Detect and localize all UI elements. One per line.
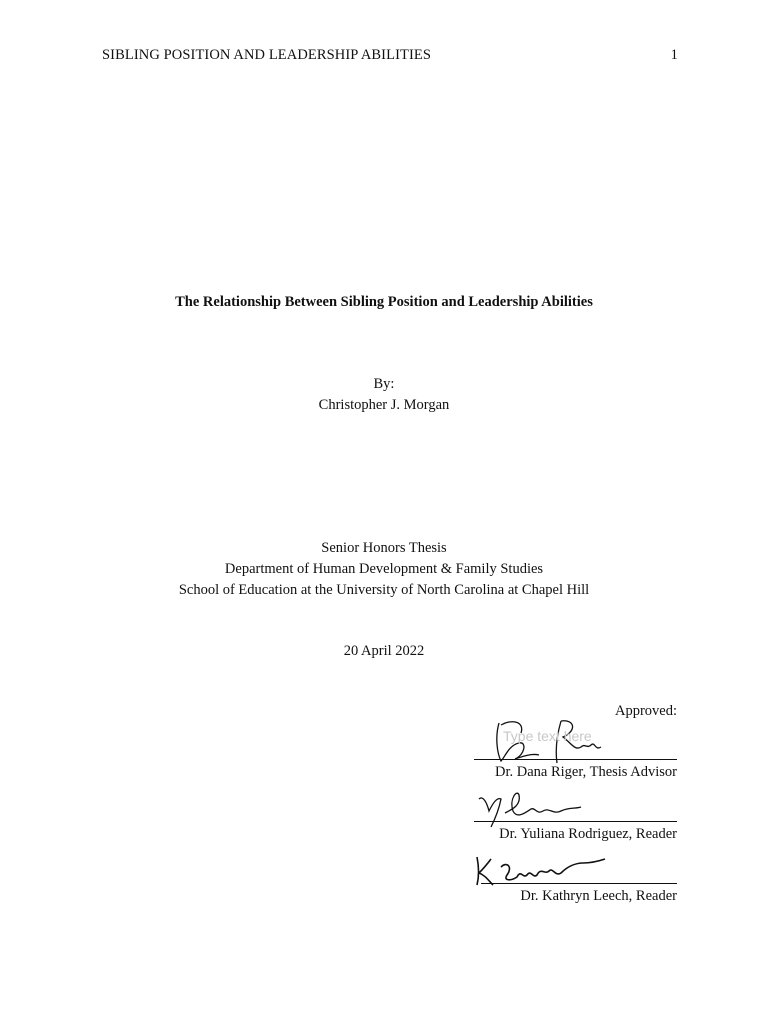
signatory-name: Dr. Dana Riger, Thesis Advisor xyxy=(495,764,677,780)
byline xyxy=(0,374,768,416)
thesis-type: Senior Honors Thesis xyxy=(321,540,447,556)
school: School of Education at the University of North Carolina at Chapel Hill xyxy=(178,582,590,598)
signatory-name: Dr. Kathryn Leech, Reader xyxy=(520,888,677,904)
affiliation xyxy=(0,538,768,601)
running-title: SIBLING POSITION AND LEADERSHIP ABILITIES xyxy=(102,47,432,63)
approval-block xyxy=(447,703,677,903)
signature-line-3 xyxy=(481,883,677,884)
department: Department of Human Development & Family Studies xyxy=(224,561,544,577)
text-field-placeholder[interactable]: Type text here xyxy=(503,728,592,744)
page-number: 1 xyxy=(670,47,678,63)
running-head xyxy=(102,47,678,64)
author-name: Christopher J. Morgan xyxy=(318,397,450,413)
signature-line-2 xyxy=(474,821,677,822)
by-label: By: xyxy=(373,376,395,392)
submission-date: 20 April 2022 xyxy=(343,643,425,659)
signature-yuliana-rodriguez xyxy=(477,789,587,829)
signatory-name: Dr. Yuliana Rodriguez, Reader xyxy=(499,826,677,842)
approved-label: Approved: xyxy=(614,703,677,719)
signature-line-1 xyxy=(474,759,677,760)
thesis-title: The Relationship Between Sibling Position and Leadership Abilities xyxy=(175,294,593,310)
